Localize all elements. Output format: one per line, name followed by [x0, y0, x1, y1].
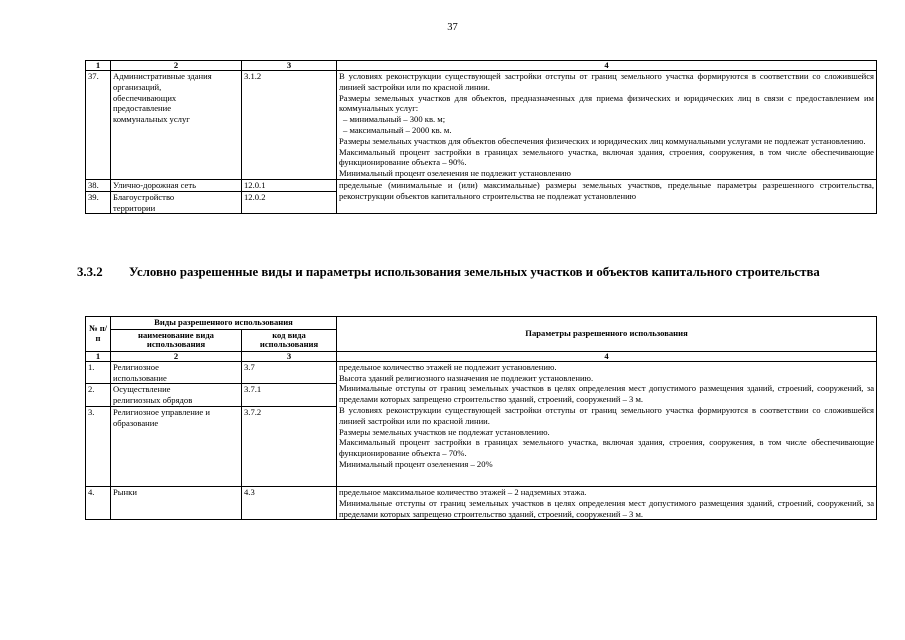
row-number: 2.	[86, 384, 111, 407]
header-uses-group: Виды разрешенного использования	[111, 317, 337, 330]
col-number-2: 2	[111, 61, 242, 71]
col-number-3: 3	[242, 351, 337, 361]
col-number-2: 2	[111, 351, 242, 361]
row-number: 4.	[86, 486, 111, 519]
header-use-name: наименование вида использования	[111, 329, 242, 351]
use-parameters: В условиях реконструкции существующей застройки отступы от границ земельного участка формируются в соответствии со сложившейся линией застройки или по красной линии. Размеры земельных участков для объектов, предназначенных для приема физических и юридических лиц в связи с предоставлением им коммунальных услуг: – минимальный – 300 кв. м; – максимальный – 2000 кв. м. Размеры земельных участков для объектов обеспечения физических и юридических лиц коммунальными услугами не подлежат установлению. Максимальный процент застройки в границах земельного участка, включая здания, строения, сооружения, в том числе обеспечивающие функционирование объекта – 90%. Минимальный процент озеленения не подлежит установлению	[337, 71, 877, 180]
col-number-1: 1	[86, 61, 111, 71]
use-parameters-shared: предельное количество этажей не подлежит установлению. Высота зданий религиозного назначения не подлежит установлению. Минимальные отступы от границ земельных участков в целях определения мест допустимого размещения зданий, строений, сооружений, за пределами которых запрещено строительство зданий, строений, сооружений – 3 м. В условиях реконструкции существующей застройки отступы от границ земельного участка формируются в соответствии со сложившейся линией застройки или по красной линии. Размеры земельных участков не подлежат установлению. Максимальный процент застройки в границах земельного участка, включая здания, строения, сооружения, в том числе обеспечивающие функционирование объекта – 70%. Минимальный процент озеленения – 20%	[337, 361, 877, 486]
header-number: № п/п	[86, 317, 111, 352]
use-code: 3.7.2	[242, 406, 337, 486]
conditional-uses-table	[85, 316, 877, 520]
col-number-3: 3	[242, 61, 337, 71]
header-row	[86, 317, 877, 330]
use-code: 3.7	[242, 361, 337, 384]
header-parameters: Параметры разрешенного использования	[337, 317, 877, 352]
use-name: Рынки	[111, 486, 242, 519]
column-numbers-row	[86, 351, 877, 361]
use-parameters-shared: предельные (минимальные и (или) максимальные) размеры земельных участков, предельные параметры разрешенного строительства, реконструкции объектов капитального строительства не подлежат установлению	[337, 179, 877, 213]
page-number: 37	[447, 22, 458, 33]
use-name: Административные здания организаций, обеспечивающих предоставление коммунальных услуг	[111, 71, 242, 180]
section-title: Условно разрешенные виды и параметры использования земельных участков и объектов капитального строительства	[129, 265, 820, 279]
use-code: 3.1.2	[242, 71, 337, 180]
use-code: 12.0.1	[242, 179, 337, 191]
use-name: Религиозное использование	[111, 361, 242, 384]
row-number: 3.	[86, 406, 111, 486]
use-code: 4.3	[242, 486, 337, 519]
use-parameters: предельное максимальное количество этажей – 2 надземных этажа. Минимальные отступы от границ земельных участков в целях определения мест допустимого размещения зданий, строений, сооружений, за пределами которых запрещено строительство зданий, строений, сооружений – 3 м.	[337, 486, 877, 519]
row-number: 39.	[86, 191, 111, 214]
col-number-4: 4	[337, 351, 877, 361]
permitted-uses-table-continued	[85, 60, 877, 214]
use-name: Религиозное управление и образование	[111, 406, 242, 486]
row-number: 38.	[86, 179, 111, 191]
section-number: 3.3.2	[77, 265, 103, 279]
row-number: 1.	[86, 361, 111, 384]
use-code: 3.7.1	[242, 384, 337, 407]
use-code: 12.0.2	[242, 191, 337, 214]
table-row	[86, 179, 877, 191]
column-numbers-row	[86, 61, 877, 71]
use-name: Улично-дорожная сеть	[111, 179, 242, 191]
header-use-code: код вида использования	[242, 329, 337, 351]
table-row	[86, 361, 877, 384]
table-row	[86, 71, 877, 180]
col-number-4: 4	[337, 61, 877, 71]
col-number-1: 1	[86, 351, 111, 361]
use-name: Осуществление религиозных обрядов	[111, 384, 242, 407]
row-number: 37.	[86, 71, 111, 180]
table-row	[86, 486, 877, 519]
use-name: Благоустройство территории	[111, 191, 242, 214]
